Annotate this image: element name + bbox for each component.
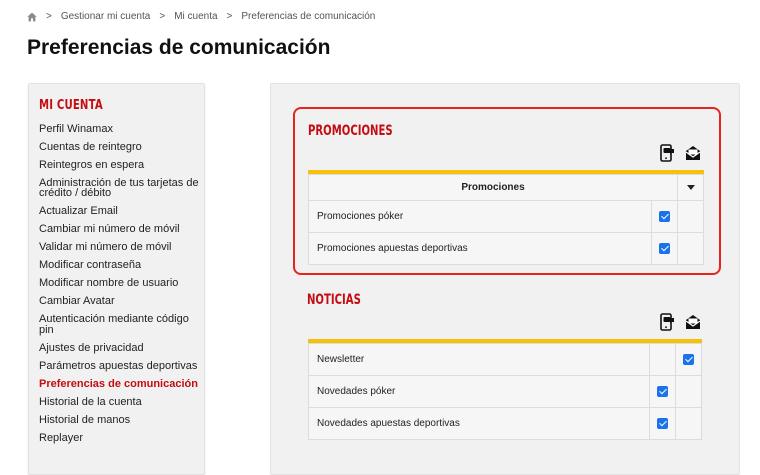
email-checkbox-cell[interactable] <box>676 344 702 376</box>
sidebar-item-pin[interactable]: Autenticación mediante código pin <box>39 313 189 336</box>
email-checkbox-cell[interactable] <box>678 233 704 265</box>
noticias-title: NOTICIAS <box>307 292 361 308</box>
sidebar-item-historial-cuenta[interactable]: Historial de la cuenta <box>39 395 142 408</box>
table-row <box>309 376 702 408</box>
sidebar-item-actualizar-email[interactable]: Actualizar Email <box>39 205 118 217</box>
promociones-table <box>308 174 704 265</box>
mobile-notification-icon <box>659 144 675 162</box>
breadcrumb-item-mi-cuenta[interactable]: Mi cuenta <box>174 11 218 22</box>
channel-icons <box>659 313 701 331</box>
sidebar-item-apuestas[interactable]: Parámetros apuestas deportivas <box>39 359 198 372</box>
sidebar-item-avatar[interactable]: Cambiar Avatar <box>39 295 115 307</box>
email-envelope-icon <box>685 144 701 162</box>
promociones-header-label: Promociones <box>461 182 525 193</box>
row-label: Novedades apuestas deportivas <box>309 408 650 440</box>
sms-checkbox-cell[interactable] <box>652 201 678 233</box>
sidebar-item-contrasena[interactable]: Modificar contraseña <box>39 259 142 271</box>
noticias-table <box>308 343 702 440</box>
page-title: Preferencias de comunicación <box>27 36 331 59</box>
breadcrumb-separator: > <box>46 11 52 22</box>
sidebar-item-nombre-usuario[interactable]: Modificar nombre de usuario <box>39 277 179 289</box>
sidebar-item-historial-manos[interactable]: Historial de manos <box>39 413 131 426</box>
promociones-header[interactable] <box>309 175 678 201</box>
checkbox-checked[interactable] <box>657 386 668 397</box>
mobile-notification-icon <box>659 313 675 331</box>
row-label: Newsletter <box>309 344 650 376</box>
sidebar-item-cuentas-reintegro[interactable]: Cuentas de reintegro <box>39 140 142 153</box>
checkbox-checked[interactable] <box>683 354 694 365</box>
row-label: Novedades póker <box>309 376 650 408</box>
sidebar-item-reintegros-espera[interactable]: Reintegros en espera <box>39 158 145 171</box>
email-envelope-icon <box>685 313 701 331</box>
sms-checkbox-cell[interactable] <box>652 233 678 265</box>
sidebar-item-privacidad[interactable]: Ajustes de privacidad <box>39 341 144 354</box>
promociones-title: PROMOCIONES <box>308 123 393 139</box>
table-row <box>309 408 702 440</box>
promociones-section <box>293 107 721 275</box>
table-row <box>309 344 702 376</box>
row-label: Promociones póker <box>309 201 652 233</box>
promociones-header-row[interactable] <box>309 175 704 201</box>
breadcrumb-separator: > <box>226 11 233 22</box>
table-row <box>309 201 704 233</box>
sidebar-menu <box>39 121 199 448</box>
sidebar-item-comunicacion[interactable]: Preferencias de comunicación <box>39 377 198 390</box>
sms-checkbox-cell[interactable] <box>650 376 676 408</box>
email-checkbox-cell[interactable] <box>676 408 702 440</box>
email-checkbox-cell[interactable] <box>676 376 702 408</box>
sidebar-item-cambiar-movil[interactable]: Cambiar mi número de móvil <box>39 223 180 235</box>
email-checkbox-cell[interactable] <box>678 201 704 233</box>
channel-icons <box>659 144 701 162</box>
breadcrumb-separator: > <box>159 11 166 22</box>
breadcrumb-item-gestionar[interactable]: Gestionar mi cuenta <box>60 11 151 22</box>
table-row <box>309 233 704 265</box>
checkbox-checked[interactable] <box>659 243 670 254</box>
sidebar-title: MI CUENTA <box>39 98 103 113</box>
row-label: Promociones apuestas deportivas <box>309 233 652 265</box>
checkbox-checked[interactable] <box>657 418 668 429</box>
sms-checkbox-cell[interactable] <box>650 408 676 440</box>
main-panel <box>270 83 740 475</box>
sidebar-item-tarjetas[interactable]: Administración de tus tarjetas de crédito / débito <box>39 176 199 199</box>
breadcrumb-item-current: Preferencias de comunicación <box>241 11 376 22</box>
sms-checkbox-cell[interactable] <box>650 344 676 376</box>
checkbox-checked[interactable] <box>659 211 670 222</box>
chevron-down-icon[interactable] <box>687 185 695 190</box>
sidebar-item-replayer[interactable]: Replayer <box>39 431 84 444</box>
sidebar-item-perfil[interactable]: Perfil Winamax <box>39 122 113 135</box>
home-icon[interactable] <box>27 12 37 22</box>
sidebar-item-validar-movil[interactable]: Validar mi número de móvil <box>39 241 172 253</box>
promociones-toggle[interactable] <box>678 175 704 201</box>
breadcrumb <box>27 11 375 22</box>
sidebar <box>28 83 205 475</box>
